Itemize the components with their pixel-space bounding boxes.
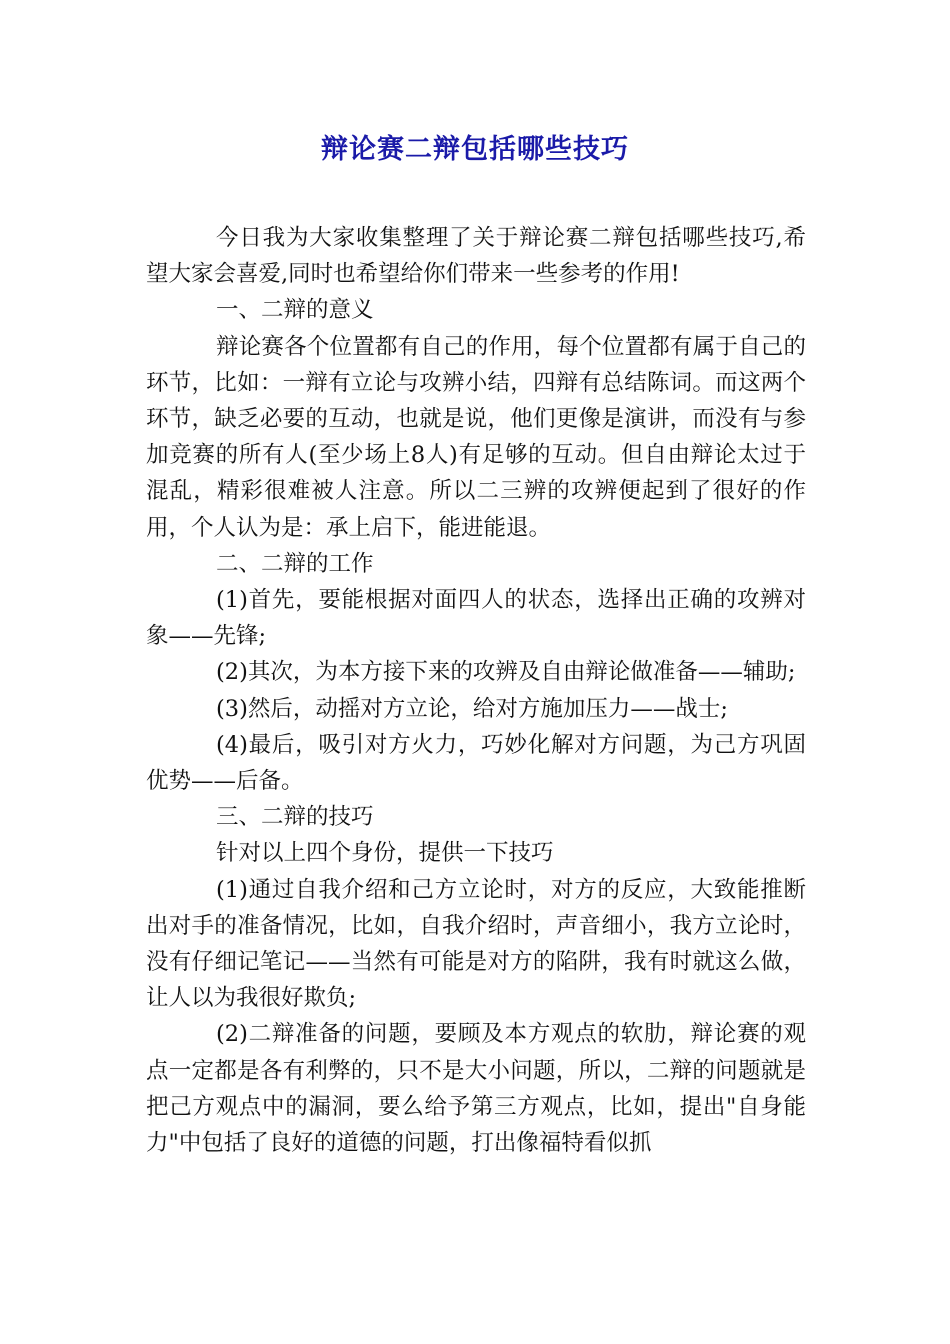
paragraph-intro: 今日我为大家收集整理了关于辩论赛二辩包括哪些技巧,希望大家会喜爱,同时也希望给你们带来一些参考的作用! (146, 225, 806, 288)
paragraph-meaning: 辩论赛各个位置都有自己的作用，每个位置都有属于自己的环节，比如：一辩有立论与攻辨小结，四辩有总结陈词。而这两个环节，缺乏必要的互动，也就是说，他们更像是演讲，而没有与参加竞赛的所有人(至少场上8人)有足够的互动。但自由辩论太过于混乱，精彩很难被人注意。所以二三辨的攻辨便起到了很好的作用，个人认为是：承上启下，能进能退。 (146, 333, 806, 541)
section-heading-skills: 三、二辩的技巧 (216, 804, 374, 831)
section-heading-work: 二、二辩的工作 (216, 550, 374, 577)
list-item-work-3: (3)然后，动摇对方立论，给对方施加压力——战士; (216, 695, 728, 722)
list-item-skill-1: (1)通过自我介绍和己方立论时，对方的反应，大致能推断出对手的准备情况，比如，自我介绍时，声音细小，我方立论时，没有仔细记笔记——当然有可能是对方的陷阱，我有时就这么做，让人以为我很好欺负; (146, 876, 806, 1012)
list-item-work-2: (2)其次，为本方接下来的攻辨及自由辩论做准备——辅助; (216, 659, 796, 686)
document-body (146, 220, 806, 1161)
list-item-skill-2: (2)二辩准备的问题，要顾及本方观点的软肋，辩论赛的观点一定都是各有利弊的，只不是大小问题，所以，二辩的问题就是把己方观点中的漏洞，要么给予第三方观点，比如，提出"自身能力"中包括了良好的道德的问题，打出像福特看似抓 (146, 1021, 806, 1157)
document-title: 辩论赛二辩包括哪些技巧 (321, 134, 629, 165)
list-item-work-4: (4)最后，吸引对方火力，巧妙化解对方问题，为己方巩固优势——后备。 (146, 731, 806, 795)
paragraph-skills-intro: 针对以上四个身份，提供一下技巧 (216, 840, 554, 867)
section-heading-meaning: 一、二辩的意义 (216, 297, 374, 324)
list-item-work-1: (1)首先，要能根据对面四人的状态，选择出正确的攻辨对象——先锋; (146, 587, 806, 650)
